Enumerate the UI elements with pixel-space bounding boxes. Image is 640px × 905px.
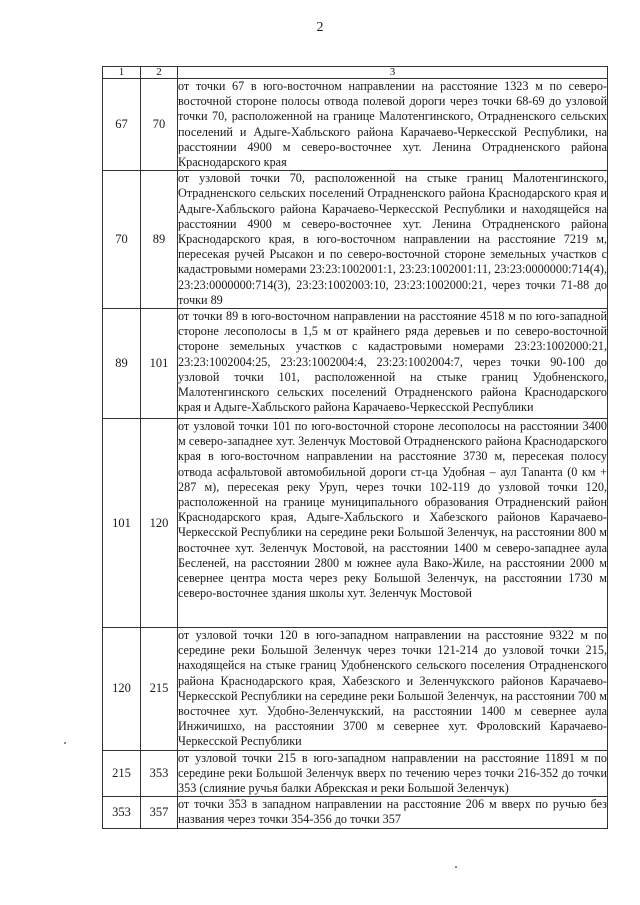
boundary-description: от точки 353 в западном направлении на расстояние 206 м вверх по ручью без названия через точки 354-356 до точки 357 <box>178 797 608 829</box>
point-from: 70 <box>103 171 141 309</box>
column-header-description: 3 <box>178 67 608 79</box>
boundary-description: от узловой точки 70, расположенной на стыке границ Малотенгинского, Отрадненского сельских поселений Отрадненского района Краснодарского края и Адыге-Хабльского района Карачаево-Черкесской Республики и находящейся на расстоянии 4900 м северо-восточнее хут. Ленина Отрадненского района Краснодарского края, в юго-восточном направлении на расстояние 7219 м, пересекая ручей Рысакон и по северо-восточной стороне земельных участков с кадастровыми номерами 23:23:1002001:1, 23:23:1002001:11, 23:23:0000000:714(4), 23:23:0000000:714(3), 23:23:1002003:10, 23:23:1002000:21, через точки 71-88 до точки 89 <box>178 171 607 307</box>
point-from: 120 <box>103 628 141 751</box>
table-row <box>103 419 608 628</box>
scan-speck <box>455 866 457 868</box>
table-row <box>103 309 608 419</box>
boundary-description: от узловой точки 101 по юго-восточной стороне лесополосы на расстоянии 3400 м северо-западнее хут. Зеленчук Мостовой Отрадненского района Краснодарского края в юго-восточном направлении на расстояние 3730 м, пересекая полосу отвода асфальтовой автомобильной дороги ст-ца Удобная – аул Таnанта (0 км + 287 м), пересекая реку Уруп, через точки 102-119 до узловой точки 120, расположенной на границе муниципального образования Отрадненский район Краснодарского края, Адыге-Хабльского и Хабезского районов Карачаево-Черкесской Республики на середине реки Большой Зеленчук, на расстоянии 800 м восточнее хут. Зеленчук Мостовой, на расстоянии 1400 м северо-западнее аула Бесленей, на расстоянии 2800 м южнее аула Вако-Жиле, на расстоянии 2000 м севернее центра моста через реку Большой Зеленчук, на расстоянии 1730 м северо-восточнее здания школы хут. Зеленчук Мостовой <box>178 419 608 628</box>
point-to: 353 <box>141 750 178 797</box>
boundary-description: от узловой точки 215 в юго-западном направлении на расстояние 11891 м по середине реки Большой Зеленчук вверх по течению через точки 216-352 до точки 353 (слияние ручья балки Абрекская и реки Большой Зеленчук) <box>178 750 607 796</box>
boundary-description: от точки 89 в юго-восточном направлении на расстояние 4518 м по юго-западной стороне лесополосы в 1,5 м от крайнего ряда деревьев и по северо-восточной стороне земельных участков с кадастровыми номерами 23:23:1002000:21, 23:23:1002004:25, 23:23:1002004:4, 23:23:1002004:7, через точки 90-100 до узловой точки 101, расположенной на стыке границ Удобненского, Малотенгинского сельских поселений Отрадненского района Краснодарского края и Адыге-Хабльского района Карачаево-Черкесской Республики <box>178 309 608 419</box>
column-header-to: 2 <box>141 67 178 79</box>
point-to: 89 <box>141 171 178 309</box>
page-number: 2 <box>316 20 324 35</box>
point-from: 215 <box>103 750 141 797</box>
table-header-row <box>103 67 608 79</box>
table-row <box>103 628 608 751</box>
point-to: 120 <box>141 419 178 628</box>
boundary-description: от узловой точки 120 в юго-западном направлении на расстояние 9322 м по середине реки Большой Зеленчук через точки 121-214 до узловой точки 215, находящейся на стыке границ Удобненского сельского поселения Отрадненского района Краснодарского края, Хабезского и Зеленчукского районов Карачаево-Черкесской Республики на середине реки Большой Зеленчук, на расстоянии 700 м восточнее хут. Удобно-Зеленчукский, на расстоянии 1400 м севернее аула Инжичишхо, на расстоянии 3700 м севернее хут. Фроловский Карачаево-Черкесской Республики <box>178 628 607 749</box>
point-from: 67 <box>103 79 141 171</box>
point-from: 89 <box>103 309 141 419</box>
table-row <box>103 79 608 171</box>
table-row <box>103 750 608 797</box>
table-row <box>103 171 608 309</box>
column-header-from: 1 <box>103 67 141 79</box>
point-from: 353 <box>103 797 141 829</box>
scan-speck <box>64 742 66 744</box>
point-to: 357 <box>141 797 178 829</box>
point-to: 101 <box>141 309 178 419</box>
boundary-description: от точки 67 в юго-восточном направлении на расстояние 1323 м по северо-восточной стороне полосы отвода полевой дороги через точки 68-69 до узловой точки 70, расположенной на границе Малотенгинского, Отрадненского сельских поселений и Адыге-Хабльского района Карачаево-Черкесской Республики, на расстоянии 4900 м северо-восточнее хут. Ленина Отрадненского района Краснодарского края <box>178 79 607 170</box>
point-from: 101 <box>103 419 141 628</box>
table-row <box>103 797 608 829</box>
point-to: 70 <box>141 79 178 171</box>
point-to: 215 <box>141 628 178 751</box>
boundary-description-table <box>102 66 608 829</box>
